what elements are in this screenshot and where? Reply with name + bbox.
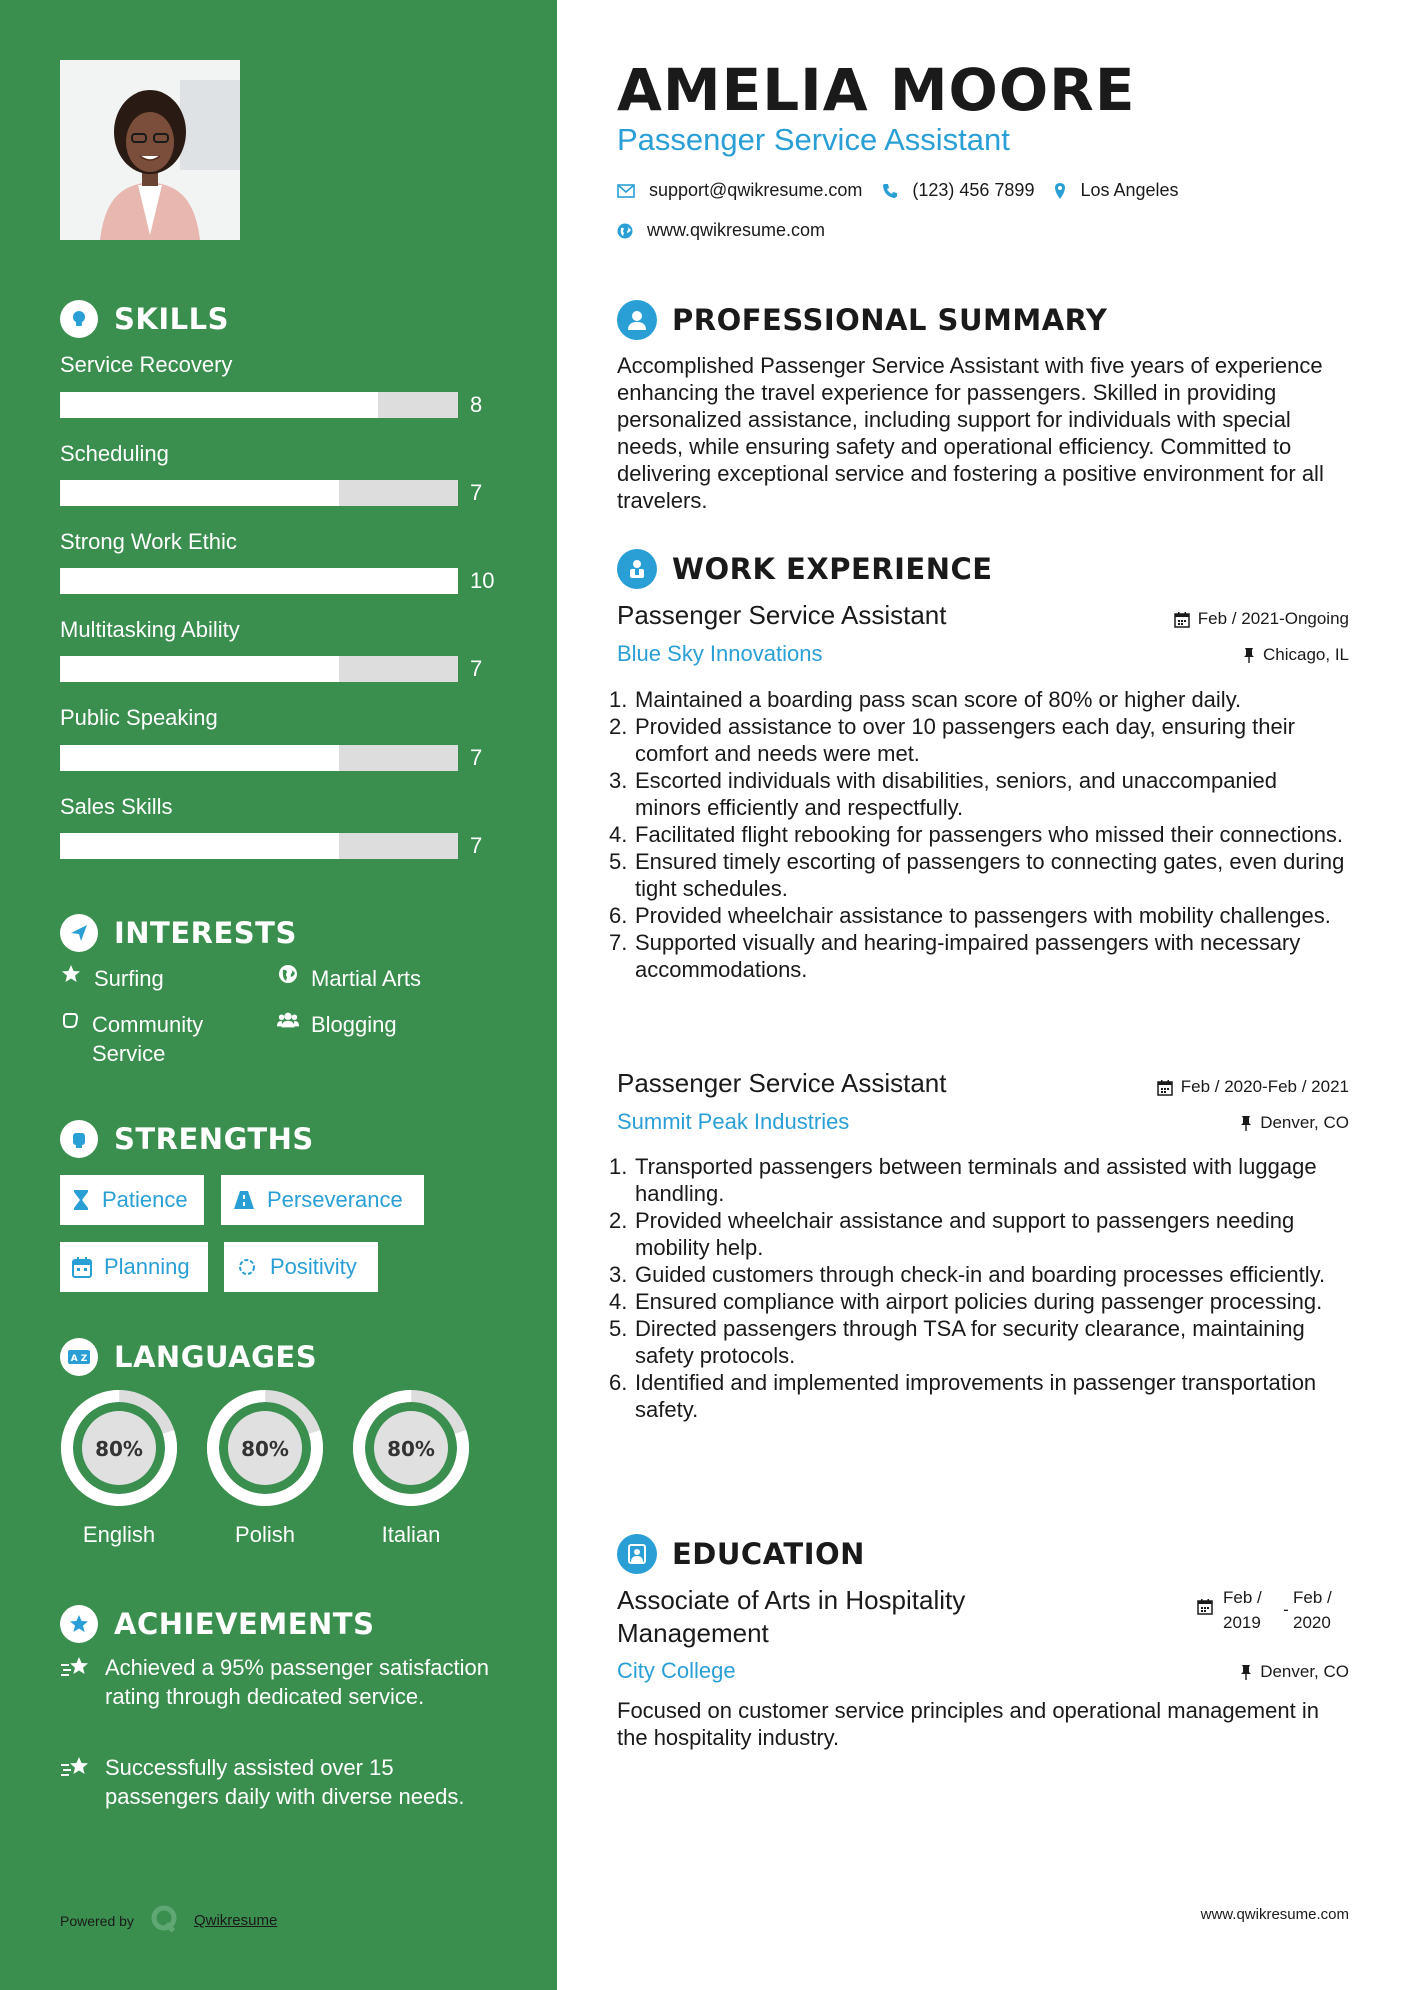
pushpin-icon	[1240, 1664, 1252, 1681]
bullet-item: 2. Provided assistance to over 10 passengers each day, ensuring their comfort and needs were met.	[609, 714, 1295, 766]
job-location: Chicago, IL	[1243, 645, 1349, 665]
language-percent: 80%	[387, 1437, 435, 1461]
bullet-item: 7. Supported visually and hearing-impaired passengers with necessary accommodations.	[609, 930, 1301, 982]
skill-bar-fill	[60, 480, 339, 506]
candidate-name: AMELIA MOORE	[617, 56, 1136, 124]
skill-value: 7	[470, 656, 483, 681]
skill-bar-fill	[60, 833, 339, 859]
qwikresume-link[interactable]: Qwikresume	[193, 1912, 278, 1929]
language-name: English	[82, 1522, 156, 1547]
company-name: Summit Peak Industries	[617, 1109, 850, 1134]
job-role: Passenger Service Assistant	[617, 600, 947, 630]
website[interactable]: www.qwikresume.com	[647, 220, 826, 240]
education-dates	[1197, 1585, 1349, 1635]
experience-heading: WORK EXPERIENCE	[617, 549, 993, 589]
strength-chip: Planning	[60, 1242, 208, 1292]
education-school: City College	[617, 1658, 736, 1683]
calendar-icon	[1197, 1585, 1213, 1622]
education-heading: EDUCATION	[617, 1534, 865, 1574]
language-name: Italian	[381, 1522, 441, 1547]
profile-photo	[60, 60, 240, 240]
skill-value: 7	[470, 480, 483, 505]
education-degree: Associate of Arts in Hospitality Management	[617, 1585, 966, 1648]
interest-item: Martial Arts	[277, 964, 421, 993]
pushpin-icon	[1240, 1115, 1252, 1132]
education-location: Denver, CO	[1240, 1662, 1349, 1682]
qwikresume-logo-icon	[150, 1904, 180, 1937]
main-content	[609, 0, 1349, 1990]
interest-item: Blogging	[277, 1010, 397, 1039]
road-icon	[233, 1190, 255, 1210]
summary-text: Accomplished Passenger Service Assistant with five years of experience enhancing the travel experience for passengers. Skilled in providing personalized assistance, including support for individuals with special needs, while ensuring safety and operational efficiency. Committed to delivering exceptional service and fostering a positive environment for all travelers.	[617, 353, 1324, 513]
skill-bar-fill	[60, 568, 458, 594]
education-dash: -	[1283, 1600, 1289, 1619]
phone[interactable]: (123) 456 7899	[912, 180, 1035, 200]
graduate-icon	[617, 1534, 657, 1574]
bullet-item: 3. Escorted individuals with disabilities, seniors, and unaccompanied minors efficiently and respectfully.	[609, 768, 1278, 820]
skill-bar	[60, 656, 458, 682]
skill-bar	[60, 833, 458, 859]
fist-icon	[60, 1120, 98, 1158]
lightbulb-icon	[60, 300, 98, 338]
job-dates: Feb / 2021-Ongoing	[1174, 609, 1349, 629]
briefcase-user-icon	[617, 549, 657, 589]
candidate-title: Passenger Service Assistant	[617, 122, 1010, 157]
language-ring	[59, 1388, 179, 1508]
star-badge-icon	[60, 1605, 98, 1643]
job-role: Passenger Service Assistant	[617, 1068, 947, 1098]
education-end: Feb / 2020	[1293, 1588, 1332, 1632]
bullet-item: 1. Transported passengers between terminals and assisted with luggage handling.	[609, 1154, 1317, 1206]
skill-value: 8	[470, 392, 483, 417]
globe-icon	[277, 964, 299, 984]
users-icon	[277, 1010, 299, 1030]
language-ring	[351, 1388, 471, 1508]
email[interactable]: support@qwikresume.com	[649, 180, 863, 200]
website-row	[617, 220, 825, 241]
strength-chip: Positivity	[224, 1242, 378, 1292]
language-icon	[60, 1338, 98, 1376]
skill-value: 7	[470, 745, 483, 770]
languages-heading: A Z LANGUAGES	[60, 1338, 317, 1376]
phone-icon	[882, 183, 898, 199]
skill-bar-fill	[60, 745, 339, 771]
skill-name: Sales Skills	[60, 794, 173, 819]
envelope-icon	[617, 184, 635, 198]
hourglass-icon	[72, 1189, 90, 1211]
achievement-item: Achieved a 95% passenger satisfaction rating through dedicated service.	[60, 1653, 500, 1711]
bullet-item: 4. Ensured compliance with airport policies during passenger processing.	[609, 1289, 1323, 1314]
svg-text:A Z: A Z	[70, 1354, 88, 1364]
skill-value: 7	[470, 833, 483, 858]
location: Los Angeles	[1080, 180, 1179, 200]
shooting-star-icon	[60, 1753, 92, 1811]
strength-chip: Patience	[60, 1175, 204, 1225]
bullet-item: 1. Maintained a boarding pass scan score of 80% or higher daily.	[609, 687, 1242, 712]
map-pin-icon	[1054, 182, 1066, 200]
language-percent: 80%	[95, 1437, 143, 1461]
skill-bar	[60, 568, 458, 594]
sidebar	[0, 0, 557, 1990]
skill-name: Service Recovery	[60, 352, 233, 377]
bullet-item: 6. Provided wheelchair assistance to passengers with mobility challenges.	[609, 903, 1331, 928]
bullet-item: 5. Directed passengers through TSA for security clearance, maintaining safety protocols.	[609, 1316, 1305, 1368]
job-bullets	[609, 686, 1349, 983]
summary-heading: PROFESSIONAL SUMMARY	[617, 300, 1107, 340]
shooting-star-icon	[60, 1653, 92, 1711]
skills-heading: SKILLS	[60, 300, 229, 338]
bullet-item: 3. Guided customers through check-in and boarding processes efficiently.	[609, 1262, 1326, 1287]
interests-heading: INTERESTS	[60, 914, 297, 952]
interest-item: Community Service	[60, 1010, 250, 1068]
language-percent: 80%	[241, 1437, 289, 1461]
footer-website[interactable]: www.qwikresume.com	[1200, 1906, 1349, 1923]
job-bullets	[609, 1153, 1349, 1423]
pushpin-icon	[1243, 647, 1255, 664]
skill-name: Public Speaking	[60, 705, 218, 730]
interest-item: Surfing	[60, 964, 164, 993]
skill-name: Strong Work Ethic	[60, 529, 237, 554]
skill-name: Scheduling	[60, 441, 169, 466]
skill-bar-fill	[60, 656, 339, 682]
skill-value: 10	[470, 568, 495, 593]
sun-icon	[236, 1256, 258, 1278]
job-dates: Feb / 2020-Feb / 2021	[1157, 1077, 1349, 1097]
calendar-icon	[1157, 1079, 1173, 1096]
contact-row	[617, 180, 1179, 201]
achievements-heading: ACHIEVEMENTS	[60, 1605, 374, 1643]
skill-bar	[60, 392, 458, 418]
skill-name: Multitasking Ability	[60, 617, 240, 642]
skill-bar	[60, 480, 458, 506]
achievement-item: Successfully assisted over 15 passengers daily with diverse needs.	[60, 1753, 500, 1811]
star-icon	[60, 964, 82, 984]
bullet-item: 4. Facilitated flight rebooking for passengers who missed their connections.	[609, 822, 1344, 847]
job-location: Denver, CO	[1240, 1113, 1349, 1133]
hand-icon	[60, 1010, 80, 1030]
calendar-icon	[1174, 611, 1190, 628]
paper-plane-icon	[60, 914, 98, 952]
user-icon	[617, 300, 657, 340]
language-ring	[205, 1388, 325, 1508]
calendar-icon	[72, 1256, 92, 1278]
language-name: Polish	[235, 1522, 295, 1547]
bullet-item: 2. Provided wheelchair assistance and support to passengers needing mobility help.	[609, 1208, 1295, 1260]
company-name: Blue Sky Innovations	[617, 641, 823, 666]
strength-chip: Perseverance	[221, 1175, 424, 1225]
strengths-heading: STRENGTHS	[60, 1120, 314, 1158]
skill-bar	[60, 745, 458, 771]
education-start: Feb / 2019	[1223, 1588, 1262, 1632]
globe-icon	[617, 223, 633, 239]
skill-bar-fill	[60, 392, 378, 418]
bullet-item: 5. Ensured timely escorting of passengers to connecting gates, even during tight schedules.	[609, 849, 1345, 901]
bullet-item: 6. Identified and implemented improvements in passenger transportation safety.	[609, 1370, 1317, 1422]
education-description: Focused on customer service principles and operational management in the hospitality industry.	[617, 1698, 1319, 1750]
powered-by: Powered by Qwikresume	[60, 1904, 277, 1937]
